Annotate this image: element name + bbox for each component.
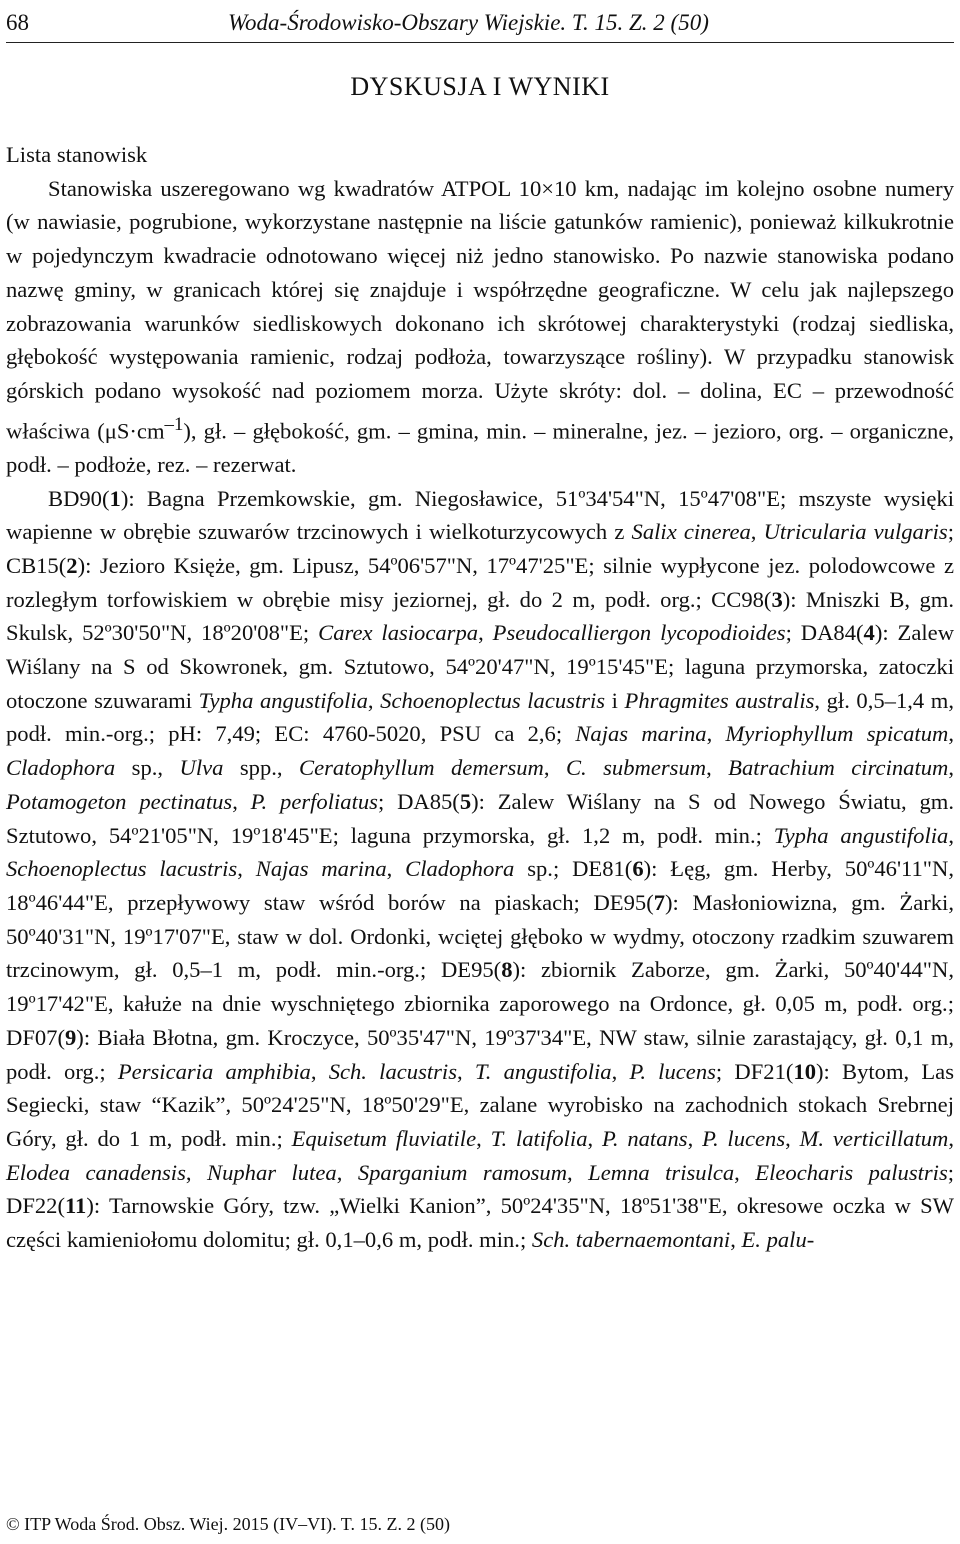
species-name: Equisetum fluviatile (291, 1125, 477, 1151)
text-run: , (237, 856, 256, 882)
text-run: , (478, 620, 493, 646)
text-run: i (605, 687, 625, 713)
text-run: , (948, 822, 954, 848)
text-run: ): Tarnowskie Góry, tzw. „Wielki Kanion”, 50º24'35"N, 18º51'38"E, okresowe oczka w SW części kamieniołomu dolomitu; gł. 0,1–0,6 m, podł. min.; (6, 1193, 954, 1253)
species-name: M. verticillatum (799, 1125, 949, 1151)
text-run: ): Masłoniowizna, gm. Żarki, 50º40'31"N, 19º17'07"E, staw w dol. Ordonki, wciętej głęboko w wydmy, otoczony rzadkim szuwarem trzcinowym, gł. 0,5–1 m, podł. min.-org.; DE95( (6, 890, 954, 983)
species-name: P. natans (601, 1125, 688, 1151)
text-run: ; DF22( (6, 1159, 955, 1219)
running-header (6, 6, 954, 40)
species-name: E. palu- (741, 1227, 815, 1253)
text-run: , (543, 755, 566, 781)
text-run: spp., (223, 755, 299, 781)
species-name: P. lucens (702, 1125, 786, 1151)
text-run: ; DA84( (785, 620, 864, 646)
species-name: Najas marina (575, 721, 707, 747)
text-run: ): zbiornik Zaborze, gm. Żarki, 50º40'44"N, 19º17'42"E, kałuże na dnie wyschniętego zbiornika zaporowego na Ordonce, gł. 0,05 m, podł. org.; DF07( (6, 957, 954, 1050)
species-name: Carex lasiocarpa (318, 620, 479, 646)
species-name: Pseudocalliergon lycopodioides (492, 620, 786, 646)
text-run: ): Łęg, gm. Herby, 50º46'11"N, 18º46'44"E, przepływowy staw wśród borów na piaskach; DE95( (6, 856, 954, 915)
text-run: ): Zalew Wiślany na S od Skowronek, gm. Sztutowo, 54º20'47"N, 19º15'45"E; laguna przymorska, zatoczki otoczone szuwarami (6, 620, 955, 713)
text-run: , (457, 1058, 475, 1084)
species-name: T. angustifolia (474, 1058, 612, 1084)
species-name: Utricularia vulgaris (763, 519, 948, 545)
species-name: Cladophora (6, 755, 116, 781)
text-run: , (948, 1125, 955, 1151)
species-name: Ulva (179, 755, 224, 781)
text-run: , (785, 1125, 800, 1151)
text-run: ; DF21( (715, 1058, 794, 1084)
species-name: Persicaria amphibia (117, 1058, 311, 1084)
page-number: 68 (6, 10, 29, 35)
site-number: 8 (501, 957, 513, 983)
species-name: Lemna trisulca (588, 1159, 735, 1185)
text-run: ): Zalew Wiślany na S od Nowego Światu, gm. Sztutowo, 54º21'05"N, 19º18'45"E; laguna przymorska, gł. 1,2 m, podł. min.; (6, 788, 954, 848)
text-run: , (730, 1227, 742, 1253)
species-name: Phragmites australis (624, 687, 815, 713)
text-run: , (476, 1125, 491, 1151)
subsection-title: Lista stanowisk (6, 142, 148, 167)
text-run: , (611, 1058, 630, 1084)
species-name: C. submersum (565, 755, 707, 781)
text-run: ): Biała Błotna, gm. Kroczyce, 50º35'47"N, 19º37'34"E, NW staw, silnie zarastający, gł. 0,1 m, podł. org.; (6, 1024, 954, 1084)
journal-title: Woda-Środowisko-Obszary Wiejskie. T. 15. Z. 2 (50) (228, 10, 709, 35)
species-name: Schoenoplectus lacustris (6, 856, 238, 882)
site-number: 5 (459, 788, 472, 814)
text-run: , (567, 1159, 589, 1185)
text-run: , (185, 1159, 207, 1185)
text-run: , (232, 788, 251, 814)
site-number: 6 (632, 856, 644, 882)
text-run: –1 (164, 413, 184, 435)
species-name: Sch. tabernaemontani (531, 1227, 731, 1253)
site-number: 4 (863, 620, 875, 646)
text-run: , (750, 519, 764, 545)
species-name: Elodea canadensis (6, 1159, 186, 1185)
species-name: Batrachium circinatum (728, 755, 949, 781)
text-run: , (687, 1125, 703, 1151)
text-run: ), gł. – głębokość, gm. – gmina, min. – mineralne, jez. – jezioro, org. – organiczne, podł. – podłoże, rez. – rezerwat. (6, 418, 954, 477)
paragraph-sites (6, 482, 954, 1257)
text-run: , (948, 721, 954, 747)
species-name: Nuphar lutea (207, 1159, 337, 1185)
text-run: , (706, 721, 726, 747)
species-name: Eleocharis palustris (755, 1159, 948, 1185)
text-run: ): Bagna Przemkowskie, gm. Niegosławice, 51º34'54"N, 15º47'08"E; mszyste wysięki wapienne w obrębie szuwarów trzcinowych i wielkoturzycowych z (6, 485, 954, 545)
header-rule (6, 42, 954, 43)
species-name: Typha angustifolia (198, 687, 368, 713)
text-run: ): Mniszki B, gm. Skulsk, 52º30'50"N, 18º20'08"E; (6, 586, 954, 646)
text-run: , (587, 1125, 602, 1151)
text-run: , (734, 1159, 756, 1185)
species-name: Schoenoplectus lacustris (380, 687, 606, 713)
site-number: 10 (793, 1058, 816, 1084)
text-run: , (310, 1058, 329, 1084)
text-run: ): Jezioro Księże, gm. Lipusz, 54º06'57"N, 17º47'25"E; silnie wypłycone jez. polodowcowe z rozległym torfowiskiem w obrębie misy jeziornej, gł. do 2 m, podł. org.; CC98( (6, 552, 954, 612)
text-run: , gł. 0,5–1,4 m, podł. min.-org.; pH: 7,49; EC: 4760-5020, PSU ca 2,6; (6, 687, 955, 747)
paragraph-intro (6, 172, 954, 482)
site-number: 11 (65, 1193, 87, 1219)
species-name: P. perfoliatus (250, 788, 378, 814)
site-number: 9 (65, 1024, 77, 1050)
text-run: sp.; DE81( (514, 856, 633, 882)
species-name: T. latifolia (490, 1125, 588, 1151)
text-run: , (948, 755, 954, 781)
site-number: 1 (109, 485, 121, 511)
species-name: Typha angustifolia (773, 822, 949, 848)
text-run: , (367, 687, 381, 713)
species-name: Myriophyllum spicatum (725, 721, 949, 747)
text-run: BD90( (48, 485, 110, 511)
text-run: , (336, 1159, 358, 1185)
text-run: Stanowiska uszeregowano wg kwadratów ATPOL 10×10 km, nadając im kolejno osobne numery (w nawiasie, pogrubione, wykorzystane następnie na liście gatunków ramienic), ponieważ kilkukrotnie w pojedynczym kwadracie odnotowano więcej niż jedno stanowisko. Po nazwie stanowiska podano nazwę gminy, w granicach której się znajduje i współrzędne geograficzne. W celu jak najlepszego zobrazowania warunków siedliskowych dokonano ich skrótowej charakterystyki (rodzaj siedliska, głębokość występowania ramienic, rodzaj podłoża, towarzyszące rośliny). W przypadku stanowisk górskich podano wysokość nad poziomem morza. Użyte skróty: dol. – dolina, EC – przewodność właściwa (μS·cm (6, 175, 954, 444)
footer-copyright: © ITP Woda Środ. Obsz. Wiej. 2015 (IV–VI). T. 15. Z. 2 (50) (6, 1514, 450, 1534)
species-name: Cladophora (405, 856, 515, 882)
section-title: DYSKUSJA I WYNIKI (350, 72, 610, 101)
text-run: ; DA85( (377, 788, 460, 814)
site-number: 7 (653, 890, 666, 915)
text-run: ; CB15( (6, 519, 954, 578)
text-run: , (386, 856, 406, 882)
text-run: ): Bytom, Las Segiecki, staw “Kazik”, 50º24'25"N, 18º50'29"E, zalane wyrobisko na zachodnich stokach Srebrnej Góry, gł. do 1 m, podł. min.; (6, 1058, 955, 1151)
species-name: Najas marina (255, 856, 387, 882)
species-name: P. lucens (629, 1058, 716, 1084)
text-run: , (706, 755, 729, 781)
text-run: sp., (115, 755, 180, 781)
body-text (6, 138, 954, 1257)
species-name: Salix cinerea (631, 519, 751, 545)
site-number: 3 (771, 586, 783, 612)
species-name: Sparganium ramosum (357, 1159, 568, 1185)
species-name: Sch. lacustris (328, 1058, 457, 1084)
species-name: Potamogeton pectinatus (6, 788, 233, 814)
site-number: 2 (66, 552, 78, 578)
species-name: Ceratophyllum demersum (299, 755, 544, 781)
